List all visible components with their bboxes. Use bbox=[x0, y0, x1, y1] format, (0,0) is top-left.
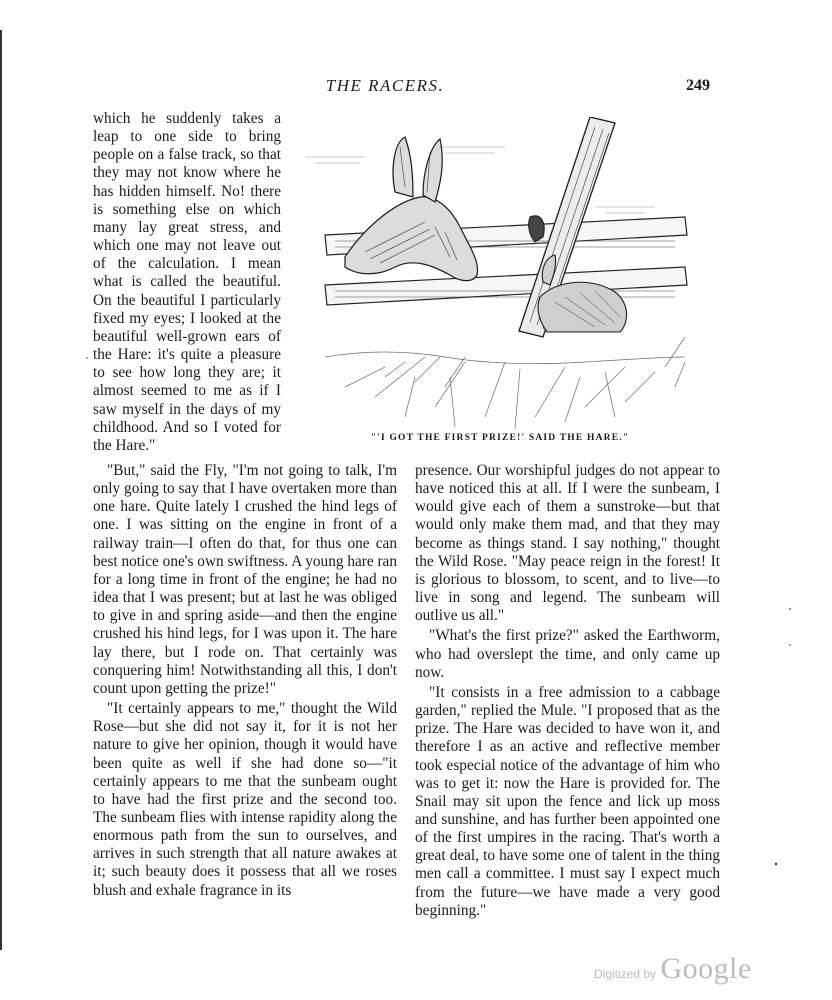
ground-hatching bbox=[325, 337, 685, 429]
paragraph: "It certainly appears to me," thought the Wild Rose—but she did not say it, for it is not her nature to give her opinion, though it would have been quite as well if she had done so—"it certainly appears to me that the sunbeam ought to have had the first prize and the second too. The sunbeam flies with intense rapidity along the enormous path from the sun to ourselves, and arrives in such strength that all nature awakes at it; such beauty does it possess that all we roses blush and exhale fragrance in its bbox=[93, 700, 397, 899]
text-column-narrow bbox=[93, 110, 281, 455]
illustration-caption: "'I GOT THE FIRST PRIZE!' SAID THE HARE." bbox=[370, 433, 630, 443]
watermark-prefix: Digitized by bbox=[594, 967, 657, 981]
paragraph: "But," said the Fly, "I'm not going to talk, I'm only going to say that I have overtaken more than one hare. Quite lately I crushed the hind legs of one. I was sitting on the engine in front of a railway train—I often do that, for thus one can best notice one's own swiftness. A young hare ran for a long time in front of the engine; he had no idea that I was present; but at last he was obliged to give in and spring aside—and then the engine crushed his hind legs, for I was upon it. The hare lay there, but I rode on. That certainly was conquering him! Notwithstanding all this, I don't count upon getting the prize!" bbox=[93, 462, 397, 697]
mule-head bbox=[345, 137, 478, 281]
hare bbox=[538, 255, 627, 332]
running-title: THE RACERS. bbox=[325, 76, 445, 95]
paragraph: "It consists in a free admission to a cabbage garden," replied the Mule. "I proposed that as the prize. The Hare was decided to have won it, and therefore I as an active and reflective member took especial notice of the advantage of him who was to get it: now the Hare is provided for. The Snail may sit upon the fence and lick up moss and sunshine, and has further been appointed one of the first umpires in the racing. That's worth a great deal, to have some one of talent in the thing men call a committee. I must say I expect much from the future—we have made a very good beginning." bbox=[415, 683, 720, 919]
text-column-left bbox=[93, 462, 397, 900]
google-watermark bbox=[594, 952, 752, 986]
text-column-right bbox=[415, 462, 720, 920]
paragraph: which he suddenly takes a leap to one side to bring people on a false track, so that they may not know where he has hidden himself. No! there is something else on which many lay great stress, and which one may not leave out of the calculation. I mean what is called the beautiful. On the beautiful I particularly fixed my eyes; I looked at the beautiful well-grown ears of the Hare: it's quite a pleasure to see how long they are; it almost seemed to me as if I saw myself in the days of my childhood. And so I voted for the Hare." bbox=[93, 110, 281, 454]
page-number: 249 bbox=[686, 77, 710, 94]
google-logo: Google bbox=[660, 952, 752, 985]
paragraph: "What's the first prize?" asked the Earthworm, who had overslept the time, and only came up now. bbox=[415, 627, 720, 681]
paragraph: presence. Our worshipful judges do not appear to have noticed this at all. If I were the sunbeam, I would give each of them a sunstroke—but that would only make them mad, and that they may become as things stand. I say nothing," thought the Wild Rose. "May peace reign in the forest! It is glorious to blossom, to scent, and to live—to live in song and legend. The sunbeam will outlive us all." bbox=[415, 462, 720, 625]
engraving-illustration bbox=[285, 117, 705, 435]
